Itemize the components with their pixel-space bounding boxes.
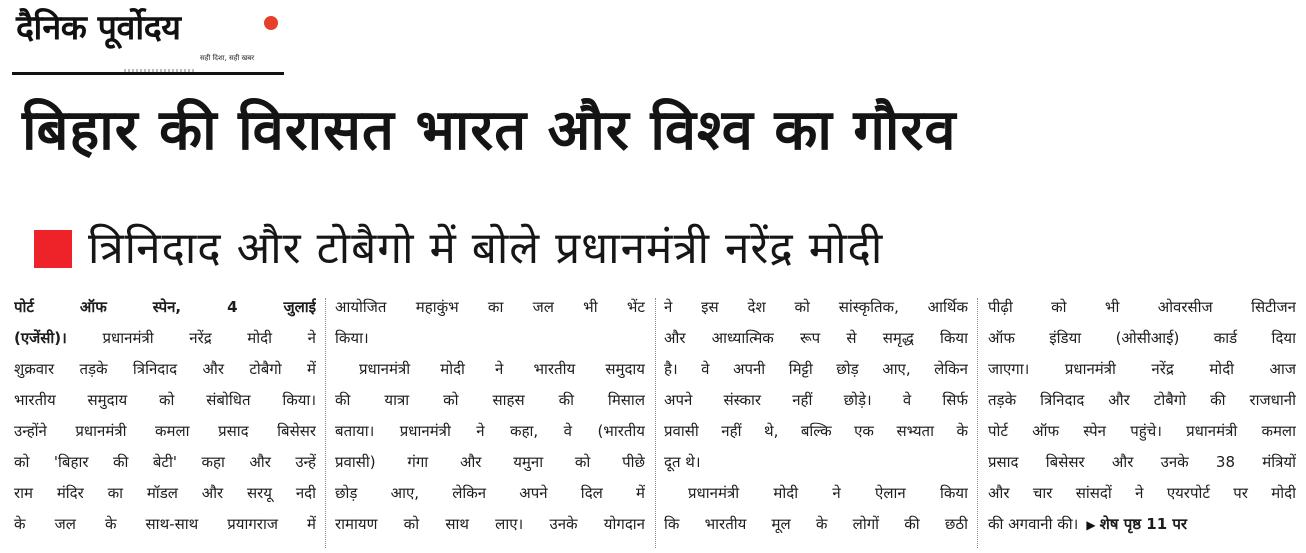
article-line: शुक्रवार तड़के त्रिनिदाद और टोबैगो में: [14, 360, 316, 378]
article-line: छोड़ आए, लेकिन अपने दिल में: [335, 484, 645, 502]
article-line: और चार सांसदों ने एयरपोर्ट पर मोदी: [988, 484, 1296, 502]
article-line: प्रवासी नहीं थे, बल्कि एक सभ्यता के: [664, 422, 968, 440]
article-column-1: [14, 292, 316, 553]
subheadline: [34, 212, 883, 286]
article-line: और आध्यात्मिक रूप से समृद्ध किया: [664, 329, 968, 347]
article-line: भारतीय समुदाय को संबोधित किया।: [14, 391, 316, 409]
masthead: [12, 6, 284, 72]
article-line: है। वे अपनी मिट्टी छोड़ आए, लेकिन: [664, 360, 968, 378]
article-line: प्रधानमंत्री मोदी ने ऐलान किया: [688, 484, 968, 502]
article-line: रामायण को साथ लाए। उनके योगदान: [335, 515, 645, 533]
masthead-tagline: सही दिशा, सही खबर: [200, 54, 255, 62]
article-body: [0, 292, 1306, 553]
article-column-4: [988, 292, 1296, 553]
red-square-bullet-icon: [34, 230, 72, 268]
headline: बिहार की विरासत भारत और विश्व का गौरव: [22, 98, 957, 163]
article-line: प्रसाद बिसेसर और उनके 38 मंत्रियों: [988, 453, 1296, 471]
article-column-3: [664, 292, 968, 553]
logo-dot-icon: [264, 16, 278, 30]
subheadline-text: त्रिनिदाद और टोबैगो में बोले प्रधानमंत्री नरेंद्र मोदी: [88, 223, 884, 274]
article-column-2: [335, 292, 645, 553]
newspaper-logo: दैनिक पूर्वोदय: [16, 8, 181, 48]
article-line: तड़के त्रिनिदाद और टोबैगो की राजधानी: [988, 391, 1296, 409]
article-line: अपने संस्कार नहीं छोड़े। वे सिर्फ: [664, 391, 968, 409]
article-line: प्रवासी) गंगा और यमुना को पीछे: [335, 453, 645, 471]
article-line: ने इस देश को सांस्कृतिक, आर्थिक: [664, 298, 968, 316]
article-line: जाएगा। प्रधानमंत्री नरेंद्र मोदी आज: [988, 360, 1296, 378]
masthead-rule: [12, 72, 284, 75]
article-line: राम मंदिर का मॉडल और सरयू नदी: [14, 484, 316, 502]
article-line: बताया। प्रधानमंत्री ने कहा, वे (भारतीय: [335, 422, 645, 440]
article-dateline: पोर्ट ऑफ स्पेन, 4 जुलाई: [14, 298, 316, 316]
article-line: प्रधानमंत्री मोदी ने भारतीय समुदाय: [359, 360, 645, 378]
article-line: को 'बिहार की बेटी' कहा और उन्हें: [14, 453, 316, 471]
article-line: ऑफ इंडिया (ओसीआई) कार्ड दिया: [988, 329, 1296, 347]
article-line: आयोजित महाकुंभ का जल भी भेंट: [335, 298, 645, 316]
article-line: कि भारतीय मूल के लोगों की छठी: [664, 515, 968, 533]
article-line: [14, 323, 316, 354]
article-line: की यात्रा को साहस की मिसाल: [335, 391, 645, 409]
article-line: किया।: [335, 329, 369, 347]
article-agency: (एजेंसी)।: [14, 329, 67, 347]
article-line: पीढ़ी को भी ओवरसीज सिटीजन: [988, 298, 1296, 316]
article-line-text: प्रधानमंत्री नरेंद्र मोदी ने: [102, 329, 316, 347]
continue-arrow-icon: ▶: [1086, 518, 1096, 532]
article-line-text: की अगवानी की।: [988, 515, 1079, 533]
continued-on-page: शेष पृष्ठ 11 पर: [1099, 515, 1188, 533]
article-line: [988, 509, 1296, 540]
article-line: पोर्ट ऑफ स्पेन पहुंचे। प्रधानमंत्री कमला: [988, 422, 1296, 440]
article-line: उन्होंने प्रधानमंत्री कमला प्रसाद बिसेसर: [14, 422, 316, 440]
article-line: दूत थे।: [664, 453, 701, 471]
article-line: के जल के साथ-साथ प्रयागराज में: [14, 515, 316, 533]
